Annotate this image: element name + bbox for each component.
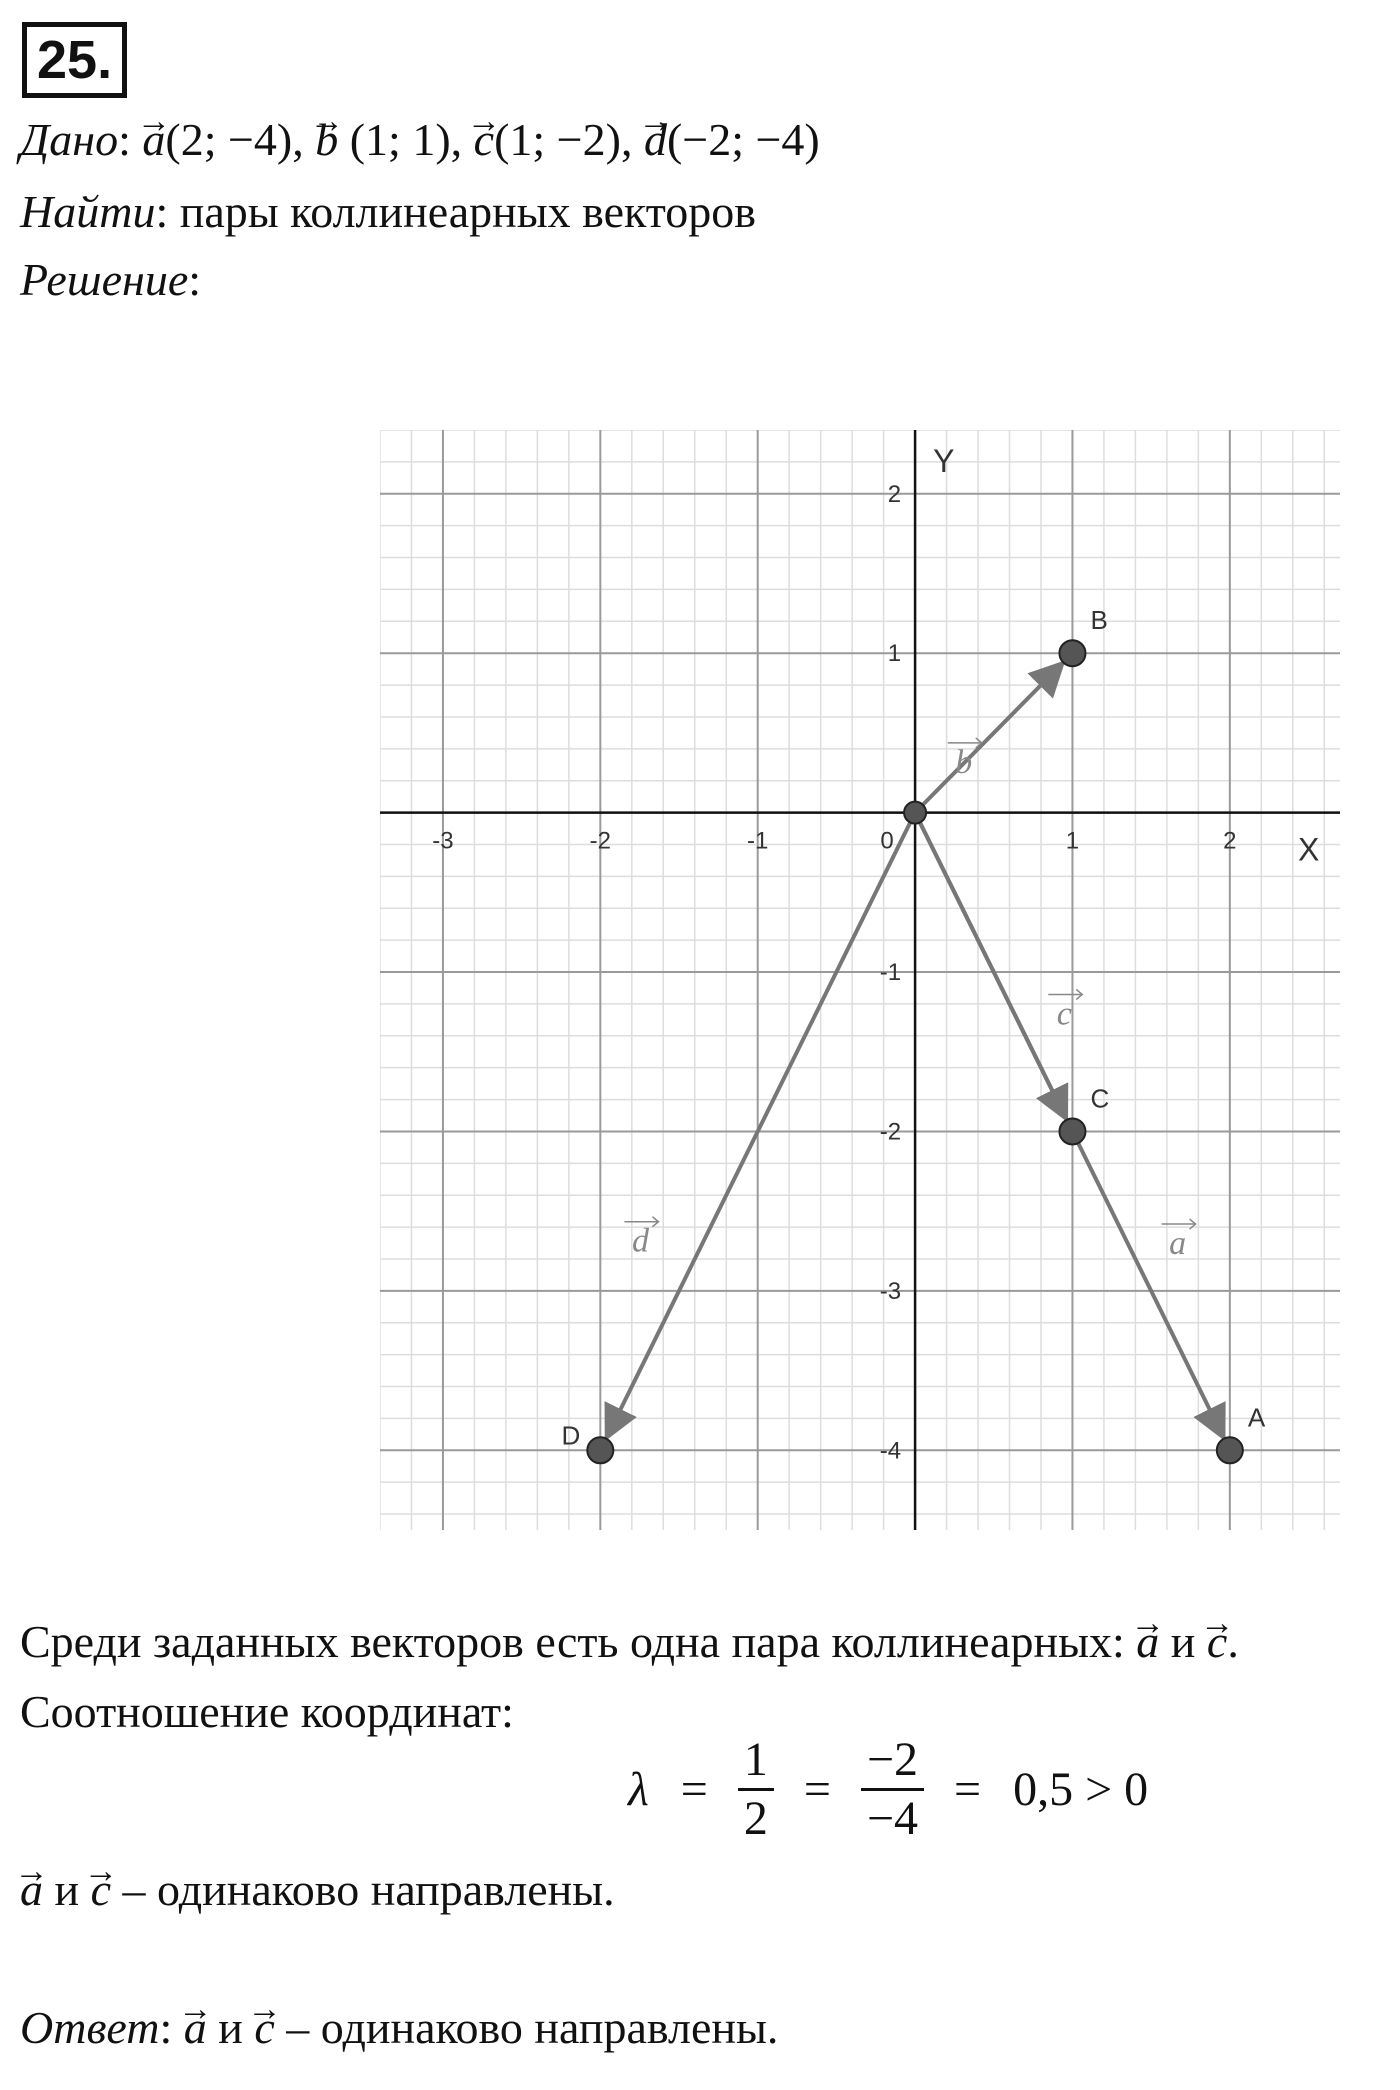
x-tick-label: 1 xyxy=(1065,827,1080,855)
x-tick-label: 0 xyxy=(880,827,894,855)
y-tick-label: -1 xyxy=(879,959,902,987)
vector-label-c: c xyxy=(1056,995,1072,1033)
answer-text: – одинаково направлены. xyxy=(274,2002,779,2053)
given-vector-a-coords: (2; −4) xyxy=(165,114,293,165)
x-tick-label: -1 xyxy=(747,827,769,855)
formula-num-1: 1 xyxy=(738,1732,774,1791)
formula-result: 0,5 > 0 xyxy=(1013,1763,1149,1816)
point-A xyxy=(1217,1437,1243,1463)
given-line: Дано: → a(2; −4), → b (1; 1), → c(1; −2), → d(−2; −4) xyxy=(20,110,820,170)
given-vector-b-coords: (1; 1) xyxy=(338,114,451,165)
conclusion-vec-a: → a xyxy=(20,1860,43,1920)
find-text: пары коллинеарных векторов xyxy=(179,186,756,237)
x-tick-label: 2 xyxy=(1223,827,1237,855)
conclusion-line xyxy=(20,1860,615,1920)
vector-c xyxy=(915,813,1066,1119)
point-label-B: B xyxy=(1090,605,1108,636)
collinear-vec-a: → a xyxy=(1136,1612,1159,1672)
given-vector-a-name: → a xyxy=(142,110,165,170)
point-label-D: D xyxy=(561,1420,581,1451)
y-tick-label: 1 xyxy=(887,640,902,668)
collinear-period: . xyxy=(1227,1616,1239,1667)
ratio-formula xyxy=(618,1732,1158,1847)
y-axis-label: Y xyxy=(933,443,955,479)
point-label-A: A xyxy=(1247,1402,1266,1433)
given-vector-d-name: → d xyxy=(644,110,667,170)
given-vector-d-coords: (−2; −4) xyxy=(666,114,820,165)
solution-line: Решение: xyxy=(20,254,202,305)
formula-fraction-2 xyxy=(861,1732,924,1847)
formula-den-1: 2 xyxy=(743,1792,768,1845)
formula-equals-3: = xyxy=(954,1763,982,1816)
collinear-vec-c: → c xyxy=(1207,1612,1227,1672)
formula-den-2: −4 xyxy=(866,1792,919,1845)
vector-d xyxy=(607,813,916,1438)
answer-line: Ответ: → a и → c – одинаково направлены. xyxy=(20,1998,778,2058)
formula-num-2: −2 xyxy=(861,1732,924,1791)
vector-label-b: b xyxy=(955,743,973,781)
collinear-statement xyxy=(20,1612,1239,1672)
x-axis-label: X xyxy=(1298,831,1320,868)
problem-number: 25. xyxy=(22,22,127,98)
given-vector-c-name: → c xyxy=(474,110,494,170)
find-line: Найти: пары коллинеарных векторов xyxy=(20,186,756,237)
formula-lambda: λ xyxy=(628,1763,649,1816)
given-vector-b-name: → b xyxy=(315,110,338,170)
vector-label-a: a xyxy=(1169,1225,1187,1263)
point-B xyxy=(1059,640,1085,666)
conclusion-text: – одинаково направлены. xyxy=(111,1864,615,1915)
y-tick-label: 2 xyxy=(887,480,902,508)
formula-equals-2: = xyxy=(803,1763,831,1816)
y-tick-label: -3 xyxy=(879,1277,902,1305)
point-C xyxy=(1059,1118,1085,1144)
collinear-text: Среди заданных векторов есть одна пара коллинеарных: xyxy=(20,1616,1137,1667)
collinear-and: и xyxy=(1159,1616,1207,1667)
answer-vec-a: → a xyxy=(184,1998,207,2058)
answer-and: и xyxy=(206,2002,255,2053)
formula-equals-1: = xyxy=(680,1763,708,1816)
point-label-C: C xyxy=(1090,1083,1110,1114)
conclusion-vec-c: → c xyxy=(91,1860,111,1920)
given-label: Дано xyxy=(20,114,119,165)
x-tick-label: -3 xyxy=(432,827,454,855)
ratio-heading: Соотношение координат: xyxy=(20,1686,514,1737)
given-vector-c-coords: (1; −2) xyxy=(494,114,621,165)
coordinate-graph xyxy=(380,430,1340,1530)
y-tick-label: -2 xyxy=(879,1118,902,1146)
vector-label-d: d xyxy=(631,1222,649,1260)
point-D xyxy=(587,1437,613,1463)
answer-vec-c: → c xyxy=(254,1998,274,2058)
x-tick-label: -2 xyxy=(589,827,611,855)
conclusion-and: и xyxy=(43,1864,91,1915)
find-label: Найти xyxy=(20,186,156,237)
y-tick-label: -4 xyxy=(879,1437,902,1465)
solution-label: Решение xyxy=(20,254,189,305)
answer-label: Ответ xyxy=(20,2002,160,2053)
point-origin xyxy=(904,802,926,824)
formula-fraction-1 xyxy=(738,1732,774,1847)
